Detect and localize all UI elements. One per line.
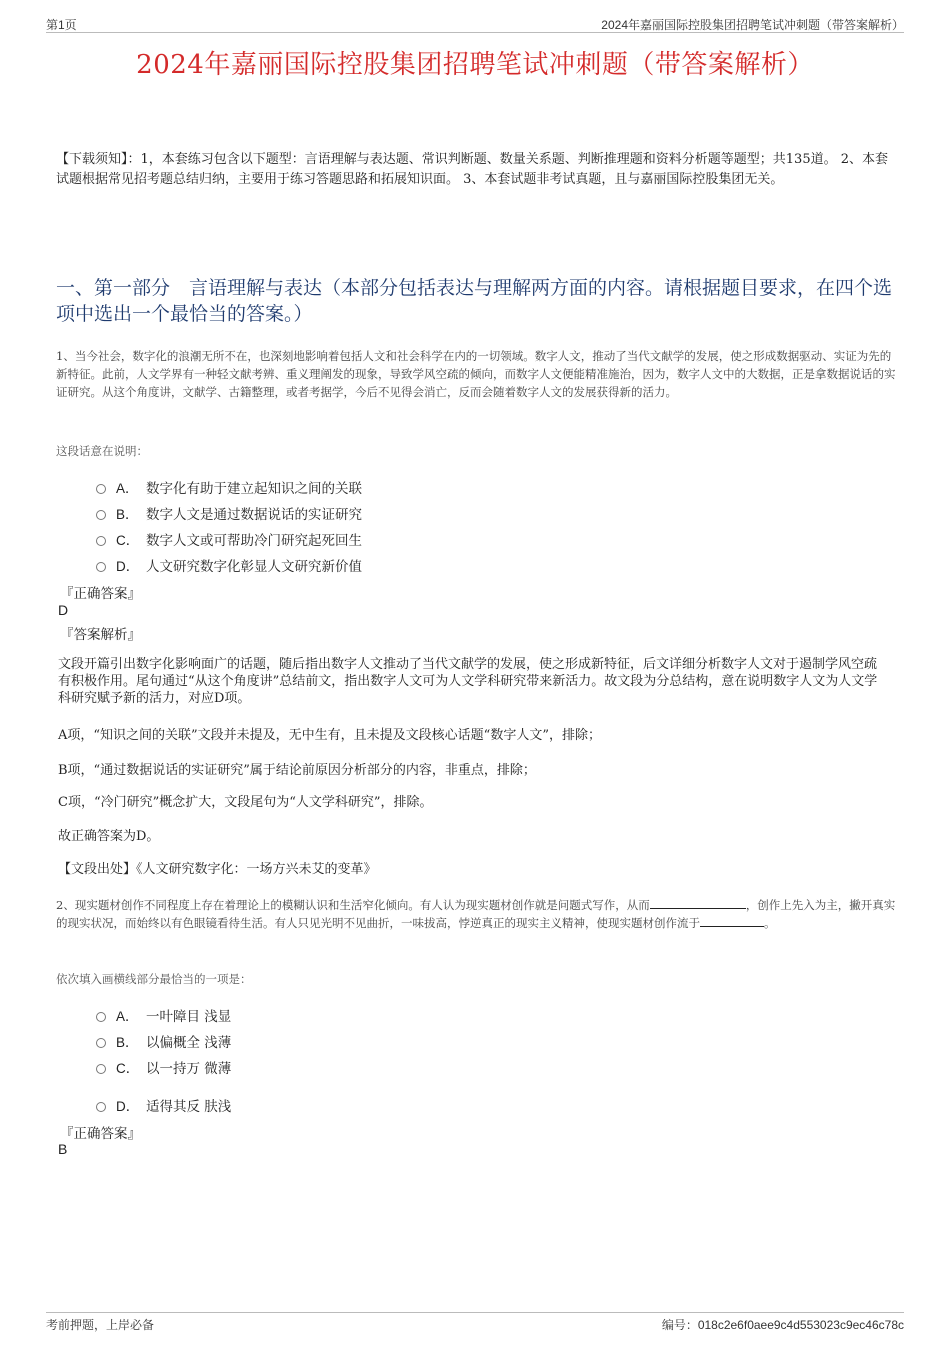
question-1-text: 1、当今社会，数字化的浪潮无所不在，也深刻地影响着包括人文和社会科学在内的一切领域。数字人文，推动了当代文献学的发展，使之形成数据驱动、实证为先的新特征。此前，人文学界有一种轻文献考辨、重义理阐发的现象，导致学风空疏的倾向，而数字人文便能精准施治，因为，数字人文中的大数据，正是拿数据说话的实证研究。从这个角度讲，文献学、古籍整理，或者考据学，今后不见得会消亡，反而会随着数字人文的发展获得新的活力。 [56,349,896,399]
option-letter: C． [116,1061,140,1076]
q2-answer: B [58,1141,68,1157]
q1-option-d[interactable] [96,555,362,575]
q2-option-b[interactable] [96,1031,231,1051]
radio-button[interactable] [96,562,106,572]
footer-code: 编号：018c2e6f0aee9c4d553023c9ec46c78c [661,1318,904,1332]
option-letter: A． [116,481,139,496]
radio-button[interactable] [96,1064,106,1074]
page-footer [46,1312,904,1332]
q2-option-d[interactable] [96,1095,231,1115]
option-text: 适得其反 肤浅 [146,1099,232,1115]
option-text: 人文研究数字化彰显人文研究新价值 [146,559,362,575]
question-2-text-part: 2、现实题材创作不同程度上存在着理论上的模糊认识和生活窄化倾向。有人认为现实题材创作就是问题式写作，从而 [56,898,650,912]
download-notice: 【下载须知】：1，本套练习包含以下题型：言语理解与表达题、常识判断题、数量关系题、判断推理题和资料分析题等题型；共135道。 2、本套试题根据常见招考题总结归纳，主要用于练习答题思路和拓展知识面。 3、本套试题非考试真题，且与嘉丽国际控股集团无关。 [56,152,888,187]
radio-button[interactable] [96,510,106,520]
q1-analysis-paragraph: A项，“知识之间的关联”文段并未提及，无中生有，且未提及文段核心话题“数字人文”，排除； [58,728,601,743]
header-doc-title: 2024年嘉丽国际控股集团招聘笔试冲刺题（带答案解析） [601,18,904,32]
q2-option-c[interactable] [96,1057,231,1077]
q1-answer: D [58,602,69,618]
q1-answer-label: 『正确答案』 [60,586,141,602]
footer-slogan: 考前押题，上岸必备 [46,1318,155,1332]
page-number: 第1页 [46,18,77,32]
radio-button[interactable] [96,1038,106,1048]
fill-blank [700,914,764,927]
option-letter: B． [116,1035,139,1050]
radio-button[interactable] [96,484,106,494]
q1-analysis-label: 『答案解析』 [60,627,141,643]
q2-answer-label: 『正确答案』 [60,1126,141,1142]
radio-button[interactable] [96,1012,106,1022]
option-text: 以偏概全 浅薄 [146,1035,232,1051]
option-letter: B． [116,507,139,522]
q1-source: 【文段出处】《人文研究数字化：一场方兴未艾的变革》 [58,862,377,877]
radio-button[interactable] [96,1102,106,1112]
q1-option-c[interactable] [96,529,362,549]
section-title: 一、第一部分 言语理解与表达（本部分包括表达与理解两方面的内容。请根据题目要求，在四个选项中选出一个最恰当的答案。） [56,277,893,325]
option-text: 一叶障目 浅显 [146,1009,232,1025]
option-letter: C． [116,533,140,548]
option-letter: D． [116,1099,140,1114]
q1-analysis-paragraph: 文段开篇引出数字化影响面广的话题，随后指出数字人文推动了当代文献学的发展，使之形成新特征，后文详细分析数字人文对于遏制学风空疏有积极作用。尾句通过“从这个角度讲”总结前文，指出数字人文可为人文学科研究带来新活力。故文段为分总结构，意在说明数字人文为人文学科研究赋予新的活力，对应D项。 [58,657,878,706]
question-1-prompt: 这段话意在说明： [56,444,148,458]
question-2-text-part: 。 [764,916,776,930]
fill-blank [650,896,746,909]
q1-analysis-paragraph: 故正确答案为D。 [58,829,160,844]
q1-analysis-paragraph: C项，“冷门研究”概念扩大，文段尾句为“人文学科研究”，排除。 [58,795,433,810]
option-text: 以一持万 微薄 [146,1061,232,1077]
page-header [46,14,904,33]
q1-analysis-paragraph: B项，“通过数据说话的实证研究”属于结论前原因分析部分的内容，非重点，排除； [58,763,536,778]
question-2-text-part: ，创作上先入为主，撇开真实的现实状况，而始终以有色眼镜看待生活。有人只见光明不见曲折，一味拔高，悖逆真正的现实主义精神，使现实题材创作流于 [56,898,896,930]
q2-option-a[interactable] [96,1005,231,1025]
page-title: 2024年嘉丽国际控股集团招聘笔试冲刺题（带答案解析） [136,50,814,80]
option-text: 数字人文是通过数据说话的实证研究 [146,507,362,523]
q1-option-b[interactable] [96,503,362,523]
option-text: 数字人文或可帮助冷门研究起死回生 [146,533,362,549]
option-letter: A． [116,1009,139,1024]
option-text: 数字化有助于建立起知识之间的关联 [146,481,362,497]
radio-button[interactable] [96,536,106,546]
q1-option-a[interactable] [96,477,362,497]
option-letter: D． [116,559,140,574]
question-2-text [56,896,900,932]
question-2-prompt: 依次填入画横线部分最恰当的一项是： [56,972,252,986]
